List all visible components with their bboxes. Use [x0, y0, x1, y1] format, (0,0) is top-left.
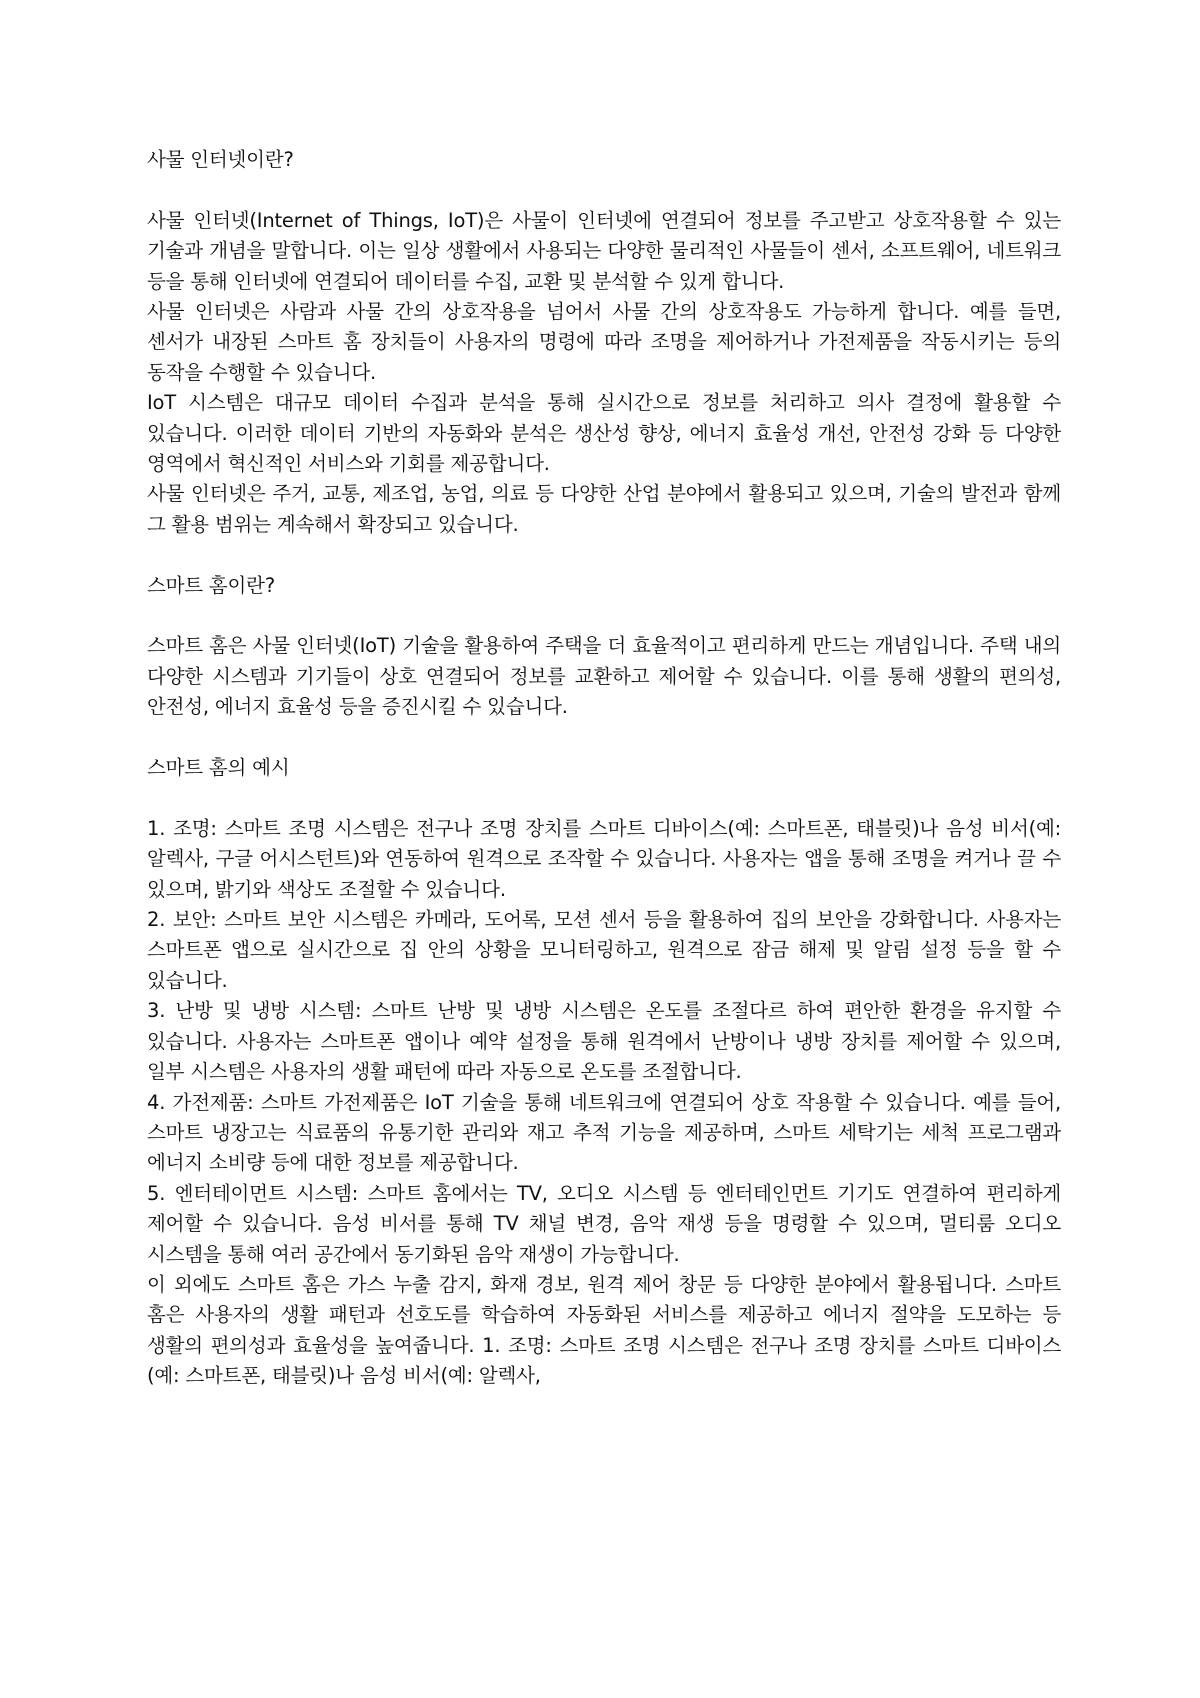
blank-line — [147, 540, 1061, 570]
blank-line — [147, 175, 1061, 205]
list-item: 3. 난방 및 냉방 시스템: 스마트 난방 및 냉방 시스템은 온도를 조절다르 하여 편안한 환경을 유지할 수 있습니다. 사용자는 스마트폰 앱이나 예약 설정을 통해 원격에서 난방이나 냉방 장치를 제어할 수 있으며, 일부 시스템은 사용자의 생활 패턴에 따라 자동으로 온도를 조절합니다. — [147, 999, 1061, 1084]
list-item: 4. 가전제품: 스마트 가전제품은 IoT 기술을 통해 네트워크에 연결되어 상호 작용할 수 있습니다. 예를 들어, 스마트 냉장고는 식료품의 유통기한 관리와 재고 추적 기능을 제공하며, 스마트 세탁기는 세척 프로그램과 에너지 소비량 등에 대한 정보를 제공합니다. — [147, 1090, 1061, 1175]
body-paragraph: 이 외에도 스마트 홈은 가스 누출 감지, 화재 경보, 원격 제어 창문 등 다양한 분야에서 활용됩니다. 스마트 홈은 사용자의 생활 패턴과 선호도를 학습하여 자동화된 서비스를 제공하고 에너지 절약을 도모하는 등 생활의 편의성과 효율성을 높여줍니다. 1. 조명: 스마트 조명 시스템은 전구나 조명 장치를 스마트 디바이스(예: 스마트폰, 태블릿)나 음성 비서(예: 알렉사, — [147, 1272, 1061, 1388]
body-paragraph: 사물 인터넷은 주거, 교통, 제조업, 농업, 의료 등 다양한 산업 분야에서 활용되고 있으며, 기술의 발전과 함께 그 활용 범위는 계속해서 확장되고 있습니다. — [147, 482, 1061, 536]
list-item: 5. 엔터테이먼트 시스템: 스마트 홈에서는 TV, 오디오 시스템 등 엔터테인먼트 기기도 연결하여 편리하게 제어할 수 있습니다. 음성 비서를 통해 TV 채널 변경, 음악 재생 등을 명령할 수 있으며, 멀티룸 오디오 시스템을 통해 여러 공간에서 동기화된 음악 재생이 가능합니다. — [147, 1181, 1061, 1266]
blank-line — [147, 783, 1061, 813]
blank-line — [147, 601, 1061, 631]
blank-line — [147, 723, 1061, 753]
section-heading: 사물 인터넷이란? — [147, 148, 294, 171]
section-heading: 스마트 홈이란? — [147, 573, 275, 597]
document-page — [147, 145, 1061, 1392]
body-paragraph: IoT 시스템은 대규모 데이터 수집과 분석을 통해 실시간으로 정보를 처리하고 의사 결정에 활용할 수 있습니다. 이러한 데이터 기반의 자동화와 분석은 생산성 향상, 에너지 효율성 개선, 안전성 강화 등 다양한 영역에서 혁신적인 서비스와 기회를 제공합니다. — [147, 391, 1061, 476]
body-paragraph: 사물 인터넷은 사람과 사물 간의 상호작용을 넘어서 사물 간의 상호작용도 가능하게 합니다. 예를 들면, 센서가 내장된 스마트 홈 장치들이 사용자의 명령에 따라 조명을 제어하거나 가전제품을 작동시키는 등의 동작을 수행할 수 있습니다. — [147, 300, 1061, 384]
body-paragraph: 스마트 홈은 사물 인터넷(IoT) 기술을 활용하여 주택을 더 효율적이고 편리하게 만드는 개념입니다. 주택 내의 다양한 시스템과 기기들이 상호 연결되어 정보를 교환하고 제어할 수 있습니다. 이를 통해 생활의 편의성, 안전성, 에너지 효율성 등을 증진시킬 수 있습니다. — [147, 634, 1061, 719]
body-paragraph: 사물 인터넷(Internet of Things, IoT)은 사물이 인터넷에 연결되어 정보를 주고받고 상호작용할 수 있는 기술과 개념을 말합니다. 이는 일상 생활에서 사용되는 다양한 물리적인 사물들이 센서, 소프트웨어, 네트워크 등을 통해 인터넷에 연결되어 데이터를 수집, 교환 및 분석할 수 있게 합니다. — [147, 208, 1061, 293]
list-item: 1. 조명: 스마트 조명 시스템은 전구나 조명 장치를 스마트 디바이스(예: 스마트폰, 태블릿)나 음성 비서(예: 알렉사, 구글 어시스턴트)와 연동하여 원격으로 조작할 수 있습니다. 사용자는 앱을 통해 조명을 켜거나 끌 수 있으며, 밝기와 색상도 조절할 수 있습니다. — [147, 816, 1061, 901]
section-heading: 스마트 홈의 예시 — [147, 756, 290, 780]
list-item: 2. 보안: 스마트 보안 시스템은 카메라, 도어록, 모션 센서 등을 활용하여 집의 보안을 강화합니다. 사용자는 스마트폰 앱으로 실시간으로 집 안의 상황을 모니터링하고, 원격으로 잠금 해제 및 알림 설정 등을 할 수 있습니다. — [147, 908, 1061, 992]
